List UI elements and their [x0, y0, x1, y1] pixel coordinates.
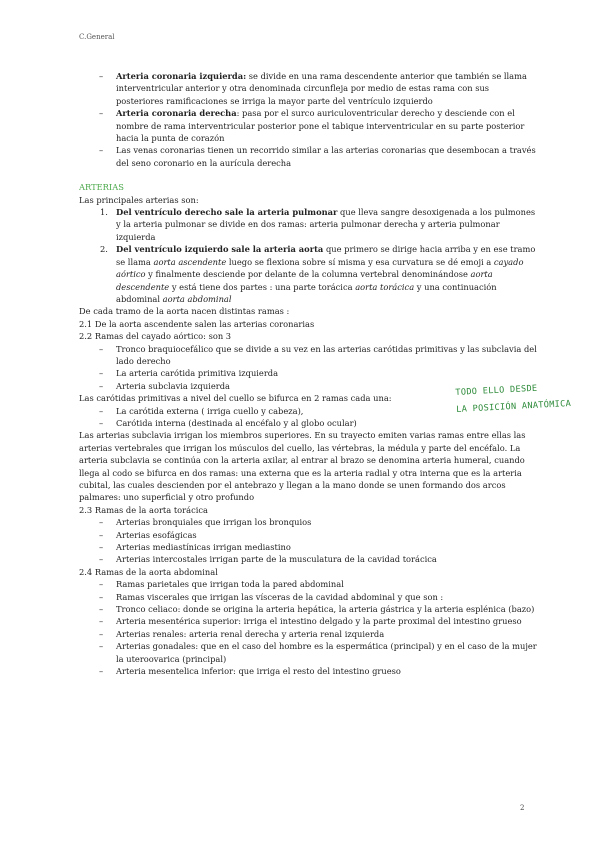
page-number: 2 [520, 804, 525, 812]
list-item: – Arteria coronaria derecha: pasa por el surco auriculoventricular derecho y desciende con el nombre de rama interventricular posterior pone el tabique interventricular en su parte posterior hacia la punta de corazón [99, 108, 525, 144]
subsection-heading: 2.1 De la aorta ascendente salen las arterias coronarias [79, 318, 315, 329]
paragraph: De cada tramo de la aorta nacen distintas ramas : [79, 306, 290, 317]
list-item: – Arterias bronquiales que irrigan los bronquios [99, 517, 312, 528]
paragraph: Las arterias subclavia irrigan los miembros superiores. En su trayecto emiten varias ramas entre ellas las arterias vertebrales que irrigan los músculos del cuello, las vértebras, la médula y parte del encéfalo. La arteria subclavia se continúa con la arteria axilar, al entrar al brazo se denomina arteria humeral, cuando llega al codo se bifurca en dos ramas: una externa que es la arteria radial y otra interna que es la arteria cubital, las cuales descienden por el antebrazo y llegan a la mano donde se unen formando dos arcos palmares: uno superficial y otro profundo [79, 430, 526, 503]
list-item: – Arterias intercostales irrigan parte de la musculatura de la cavidad torácica [99, 554, 437, 565]
list-item: – Arterias gonadales: que en el caso del hombre es la espermática (principal) y en el caso de la mujer la uteroovarica (principal) [99, 641, 537, 664]
list-item: – La arteria carótida primitiva izquierda [99, 368, 279, 379]
subsection-heading: 2.3 Ramas de la aorta torácica [79, 504, 208, 515]
list-item: – Las venas coronarias tienen un recorrido similar a las arterias coronarias que desembocan a través del seno coronario en la aurícula derecha [99, 145, 536, 168]
section-heading: ARTERIAS [79, 182, 124, 193]
list-item: – Arterias esofágicas [99, 529, 197, 540]
document-body [79, 70, 537, 678]
handwritten-note: TODO ELLO DESDE LA POSICIÓN ANATÓMICA [455, 383, 572, 415]
list-item: – Arteria subclavia izquierda [99, 380, 230, 391]
subsection-heading: 2.2 Ramas del cayado aórtico: son 3 [79, 331, 232, 342]
list-item: – Arteria coronaria izquierda: se divide en una rama descendente anterior que también se llama interventricular anterior y otra denominada circunfleja por medio de estas rama con sus posteriores ramificaciones se irriga la mayor parte del ventrículo izquierdo [99, 71, 527, 106]
list-item: – Tronco celiaco: donde se origina la arteria hepática, la arteria gástrica y la arteria esplénica (bazo) [99, 604, 535, 615]
list-item: – Arterias mediastínicas irrigan mediastino [99, 542, 291, 553]
list-item: – Arterias renales: arteria renal derecha y arteria renal izquierda [99, 628, 385, 639]
numbered-item: 2. Del ventrículo izquierdo sale la arteria aorta que primero se dirige hacia arriba y en ese tramo se llama aorta ascendente luego se flexiona sobre sí misma y esa curvatura se dé emoji a cayado aórtico y finalmente desciende por delante de la columna vertebral denominándose aorta descendente y está tiene dos partes : una parte torácica aorta torácica y una continuación abdominal aorta abdominal [100, 244, 536, 304]
list-item: – Carótida interna (destinada al encéfalo y al globo ocular) [99, 417, 357, 428]
list-item: – Ramas parietales que irrigan toda la pared abdominal [99, 579, 344, 590]
list-item: – Ramas viscerales que irrigan las vísceras de la cavidad abdominal y que son : [99, 591, 444, 602]
list-item: – Arteria mesentelica inferior: que irriga el resto del intestino grueso [99, 666, 401, 677]
paragraph: Las principales arterias son: [79, 194, 199, 205]
list-item: – Tronco braquiocefálico que se divide a su vez en las arterias carótidas primitivas y las subclavia del lado derecho [99, 343, 537, 366]
document-header: C.General [79, 33, 115, 41]
subsection-heading: 2.4 Ramas de la aorta abdominal [79, 566, 218, 577]
paragraph: Las carótidas primitivas a nivel del cuello se bifurca en 2 ramas cada una: [79, 393, 392, 404]
list-item: – La carótida externa ( irriga cuello y cabeza), [99, 405, 304, 416]
numbered-item: 1. Del ventrículo derecho sale la arteria pulmonar que lleva sangre desoxigenada a los pulmones y la arteria pulmonar se divide en dos ramas: arteria pulmonar derecha y arteria pulmonar izquierda [100, 207, 536, 242]
list-item: – Arteria mesentérica superior: irriga el intestino delgado y la parte proximal del intestino grueso [99, 616, 522, 627]
